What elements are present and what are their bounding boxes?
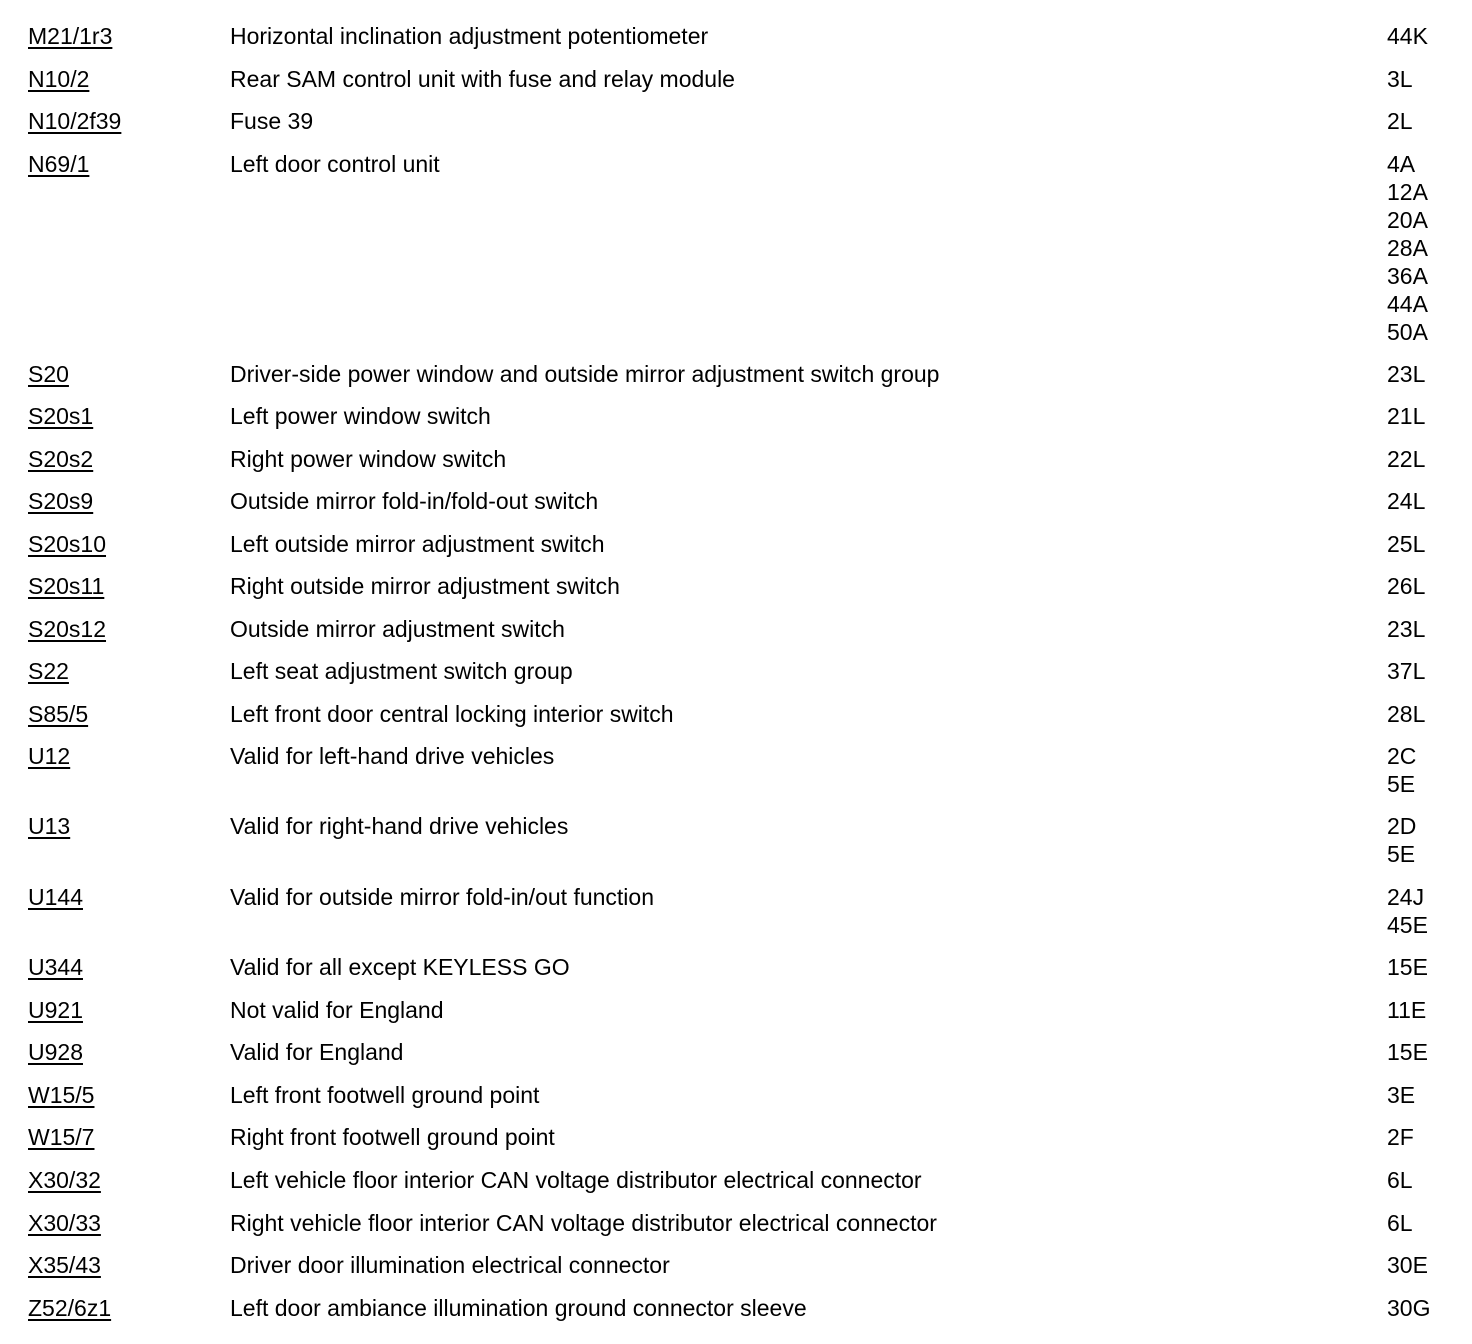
component-description: Right outside mirror adjustment switch xyxy=(230,573,620,599)
component-description: Horizontal inclination adjustment potentiometer xyxy=(230,23,709,49)
grid-reference-list xyxy=(1387,22,1428,50)
grid-reference: 5E xyxy=(1387,841,1416,867)
grid-reference: 2L xyxy=(1387,108,1413,134)
grid-reference-list xyxy=(1387,742,1416,798)
component-code-link[interactable]: S20s1 xyxy=(28,403,94,429)
grid-reference: 11E xyxy=(1387,997,1427,1023)
grid-reference-list xyxy=(1387,1123,1414,1151)
component-code-link[interactable]: X35/43 xyxy=(28,1252,101,1278)
grid-reference-list xyxy=(1387,530,1425,558)
component-description: Fuse 39 xyxy=(230,108,314,134)
component-code-link[interactable]: U12 xyxy=(28,743,71,769)
component-code-link[interactable]: S20s12 xyxy=(28,616,107,642)
component-code-link[interactable]: N10/2 xyxy=(28,66,90,92)
grid-reference: 6L xyxy=(1387,1210,1413,1236)
grid-reference-list xyxy=(1387,700,1425,728)
component-code-link[interactable]: N10/2f39 xyxy=(28,108,122,134)
grid-reference-list xyxy=(1387,360,1425,388)
component-code-link[interactable]: X30/32 xyxy=(28,1167,101,1193)
component-description: Right power window switch xyxy=(230,446,507,472)
component-description: Valid for outside mirror fold-in/out function xyxy=(230,884,654,910)
grid-reference: 22L xyxy=(1387,446,1426,472)
component-code-link[interactable]: X30/33 xyxy=(28,1210,101,1236)
component-code-link[interactable]: S20s10 xyxy=(28,531,107,557)
component-code-link[interactable]: S20s2 xyxy=(28,446,94,472)
component-code-link[interactable]: U144 xyxy=(28,884,83,910)
component-description: Left front door central locking interior switch xyxy=(230,701,674,727)
grid-reference-list xyxy=(1387,615,1425,643)
grid-reference-list xyxy=(1387,572,1425,600)
component-description: Right front footwell ground point xyxy=(230,1124,555,1150)
grid-reference: 30E xyxy=(1387,1252,1428,1278)
grid-reference: 50A xyxy=(1387,319,1428,345)
component-description: Outside mirror fold-in/fold-out switch xyxy=(230,488,599,514)
component-description: Valid for England xyxy=(230,1039,404,1065)
component-code-link[interactable]: W15/7 xyxy=(28,1124,95,1150)
grid-reference-list xyxy=(1387,1294,1430,1322)
component-description: Outside mirror adjustment switch xyxy=(230,616,565,642)
grid-reference-list xyxy=(1387,150,1428,346)
component-description: Driver-side power window and outside mirror adjustment switch group xyxy=(230,361,940,387)
grid-reference: 12A xyxy=(1387,179,1428,205)
component-description: Left door control unit xyxy=(230,151,440,177)
grid-reference-list xyxy=(1387,1166,1413,1194)
grid-reference-list xyxy=(1387,996,1426,1024)
grid-reference: 45E xyxy=(1387,912,1428,938)
component-code-link[interactable]: S20s9 xyxy=(28,488,94,514)
component-description: Rear SAM control unit with fuse and relay module xyxy=(230,66,735,92)
component-description: Left power window switch xyxy=(230,403,491,429)
grid-reference: 4A xyxy=(1387,151,1416,177)
grid-reference-list xyxy=(1387,1209,1413,1237)
grid-reference: 25L xyxy=(1387,531,1426,557)
grid-reference: 2C xyxy=(1387,743,1417,769)
component-description: Left outside mirror adjustment switch xyxy=(230,531,605,557)
grid-reference: 2D xyxy=(1387,813,1417,839)
component-description: Valid for left-hand drive vehicles xyxy=(230,743,555,769)
grid-reference: 6L xyxy=(1387,1167,1413,1193)
grid-reference: 44A xyxy=(1387,291,1428,317)
component-code-link[interactable]: U928 xyxy=(28,1039,83,1065)
component-code-link[interactable]: S85/5 xyxy=(28,701,89,727)
grid-reference: 28L xyxy=(1387,701,1426,727)
component-description: Not valid for England xyxy=(230,997,444,1023)
component-description: Left vehicle floor interior CAN voltage distributor electrical connector xyxy=(230,1167,922,1193)
component-description: Right vehicle floor interior CAN voltage distributor electrical connector xyxy=(230,1210,937,1236)
grid-reference-list xyxy=(1387,1251,1428,1279)
grid-reference: 15E xyxy=(1387,1039,1428,1065)
component-code-link[interactable]: U344 xyxy=(28,954,83,980)
grid-reference: 15E xyxy=(1387,954,1428,980)
component-description: Left seat adjustment switch group xyxy=(230,658,573,684)
component-description: Driver door illumination electrical connector xyxy=(230,1252,670,1278)
grid-reference: 36A xyxy=(1387,263,1428,289)
component-description: Left door ambiance illumination ground connector sleeve xyxy=(230,1295,807,1321)
grid-reference-list xyxy=(1387,487,1425,515)
grid-reference-list xyxy=(1387,883,1428,939)
component-code-link[interactable]: U921 xyxy=(28,997,83,1023)
grid-reference: 3L xyxy=(1387,66,1413,92)
component-code-link[interactable]: M21/1r3 xyxy=(28,23,113,49)
grid-reference: 26L xyxy=(1387,573,1426,599)
component-code-link[interactable]: S22 xyxy=(28,658,69,684)
grid-reference-list xyxy=(1387,107,1413,135)
grid-reference-list xyxy=(1387,445,1425,473)
grid-reference: 28A xyxy=(1387,235,1428,261)
component-code-link[interactable]: N69/1 xyxy=(28,151,90,177)
grid-reference: 2F xyxy=(1387,1124,1414,1150)
grid-reference-list xyxy=(1387,1038,1428,1066)
grid-reference-list xyxy=(1387,65,1413,93)
grid-reference: 3E xyxy=(1387,1082,1416,1108)
grid-reference-list xyxy=(1387,812,1416,868)
grid-reference: 44K xyxy=(1387,23,1428,49)
component-code-link[interactable]: U13 xyxy=(28,813,71,839)
grid-reference: 21L xyxy=(1387,403,1426,429)
component-code-link[interactable]: S20s11 xyxy=(28,573,105,599)
component-code-link[interactable]: Z52/6z1 xyxy=(28,1295,112,1321)
grid-reference: 23L xyxy=(1387,616,1426,642)
component-description: Valid for all except KEYLESS GO xyxy=(230,954,570,980)
grid-reference: 20A xyxy=(1387,207,1428,233)
grid-reference-list xyxy=(1387,657,1425,685)
grid-reference-list xyxy=(1387,1081,1415,1109)
grid-reference: 30G xyxy=(1387,1295,1431,1321)
grid-reference: 24L xyxy=(1387,488,1426,514)
grid-reference-list xyxy=(1387,953,1428,981)
component-code-link[interactable]: W15/5 xyxy=(28,1082,95,1108)
grid-reference-list xyxy=(1387,402,1425,430)
component-code-link[interactable]: S20 xyxy=(28,361,69,387)
grid-reference: 24J xyxy=(1387,884,1425,910)
grid-reference: 5E xyxy=(1387,771,1416,797)
grid-reference: 37L xyxy=(1387,658,1426,684)
grid-reference: 23L xyxy=(1387,361,1426,387)
component-description: Valid for right-hand drive vehicles xyxy=(230,813,569,839)
component-description: Left front footwell ground point xyxy=(230,1082,540,1108)
